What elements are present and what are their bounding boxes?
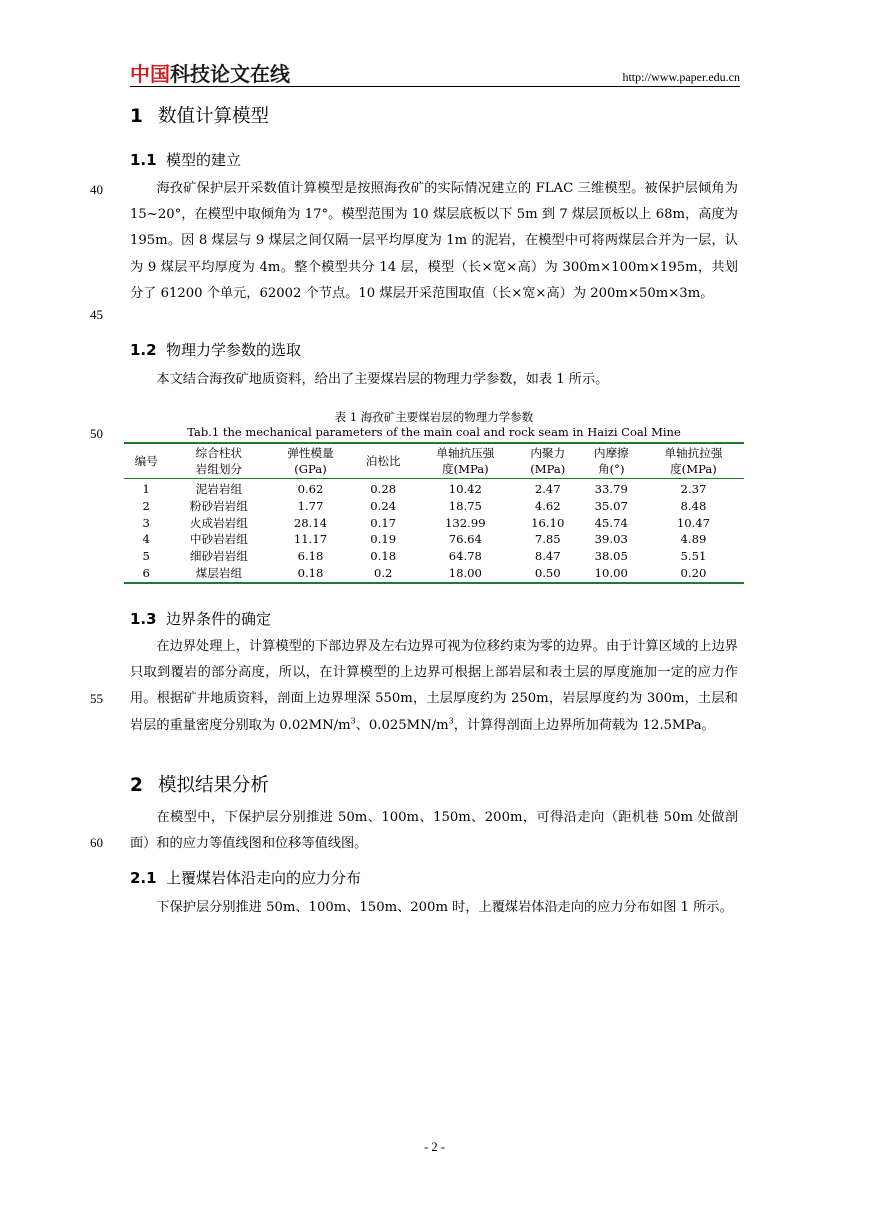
line-number: 40 xyxy=(90,182,103,197)
table-cell: 4.62 xyxy=(534,498,561,513)
table-cell: 0.28 xyxy=(370,482,397,496)
line-number: 45 xyxy=(90,307,103,322)
table-cell: 0.2 xyxy=(373,565,393,580)
paragraph-parameters: 本文结合海孜矿地质资料，给出了主要煤岩层的物理力学参数，如表 1 所示。 xyxy=(156,372,609,387)
paragraph-results: 在模型中，下保护层分别推进 50m、100m、150m、200m，可得沿走向（距机巷 50m 处做剖面）和的应力等值线图和位移等值线图。 xyxy=(130,810,738,852)
table-cell: 10.42 xyxy=(448,482,482,496)
table-cell: 4 xyxy=(142,532,150,547)
table-cell: 0.18 xyxy=(370,549,397,564)
table-cell: 中砂岩岩组 xyxy=(189,532,248,547)
section-1-2-heading xyxy=(130,339,301,361)
table-cell: 10.00 xyxy=(594,565,628,580)
table-cell: 8.47 xyxy=(534,549,561,564)
section-number: 1.1 xyxy=(130,151,157,169)
table-cell: 64.78 xyxy=(448,549,482,564)
paragraph-boundary: 在边界处理上，计算模型的下部边界及左右边界可视为位移约束为零的边界。由于计算区域的上边界只取到覆岩的部分高度，所以，在计算模型的上边界可根据上部岩层和表土层的厚度施加一定的应力作用。根据矿井地质资料，剖面上边界埋深 550m，土层厚度约为 250m，岩层厚度约为 300m，土层和岩层的重量密度分别取为 $0.02MN/m^3$、$0.025MN/m^3$，计算得剖面上边界所加荷载为 12.5MPa。 xyxy=(130,639,738,733)
table-cell: 6.18 xyxy=(297,549,324,564)
page-number: - 2 - xyxy=(424,1140,445,1154)
table-cell: 11.17 xyxy=(293,532,328,547)
table-cell: 132.99 xyxy=(445,515,486,530)
table-header-row xyxy=(124,443,744,479)
table-cell: 火成岩岩组 xyxy=(189,515,248,530)
header-poisson-ratio: 泊松比 xyxy=(352,443,415,479)
table-cell: 7.85 xyxy=(534,532,561,547)
logo-red-text: 中国 xyxy=(130,62,170,86)
table-cell: 5 xyxy=(142,549,150,564)
section-number: 1.3 xyxy=(130,610,157,628)
table-cell: 4.89 xyxy=(680,532,707,547)
table-cell: 39.03 xyxy=(594,532,628,547)
section-title: 物理力学参数的选取 xyxy=(166,341,302,359)
table-cell: 10.47 xyxy=(676,515,711,530)
section-title: 上覆煤岩体沿走向的应力分布 xyxy=(166,869,362,887)
section-2-1-heading xyxy=(130,867,361,889)
table-cell: 0.24 xyxy=(370,498,397,513)
header-elastic-modulus: 弹性模量 (GPa) xyxy=(269,443,351,479)
table-cell: 8.48 xyxy=(680,498,707,513)
table-cell: 5.51 xyxy=(680,549,707,564)
table-caption-cn: 表 1 海孜矿主要煤岩层的物理力学参数 xyxy=(334,410,534,424)
line-number: 55 xyxy=(90,691,103,706)
section-number: 2.1 xyxy=(130,869,157,887)
table-cell: 0.50 xyxy=(534,565,561,580)
table-cell: 0.18 xyxy=(297,565,324,580)
table-cell: 0.17 xyxy=(370,515,397,530)
header-friction-angle: 内摩擦 角(°) xyxy=(580,443,643,479)
table-cell: 18.75 xyxy=(448,498,482,513)
table-cell: 28.14 xyxy=(293,515,328,530)
table-cell: 煤层岩组 xyxy=(195,565,243,580)
table-cell: 1.77 xyxy=(297,498,324,513)
table-cell: 16.10 xyxy=(531,515,565,530)
table-cell: 细砂岩岩组 xyxy=(189,549,248,564)
table-caption-en: Tab.1 the mechanical parameters of the main coal and rock seam in Haizi Coal Mine xyxy=(187,425,681,439)
section-2-heading xyxy=(130,773,269,799)
section-1-1-heading xyxy=(130,149,241,171)
header-url[interactable]: http://www.paper.edu.cn xyxy=(622,70,740,84)
header-rock-group: 综合柱状 岩组划分 xyxy=(168,443,269,479)
section-title: 模拟结果分析 xyxy=(158,775,270,796)
header-tensile-strength: 单轴抗拉强 度(MPa) xyxy=(643,443,744,479)
line-number: 60 xyxy=(90,835,103,850)
table-row xyxy=(124,531,744,548)
table-row xyxy=(124,515,744,532)
logo-dark-text: 科技论文在线 xyxy=(170,62,290,86)
table-row xyxy=(124,548,744,565)
table-cell: 粉砂岩岩组 xyxy=(189,498,248,513)
table-row xyxy=(124,479,744,498)
paragraph-stress-distribution: 下保护层分别推进 50m、100m、150m、200m 时，上覆煤岩体沿走向的应力分布如图 1 所示。 xyxy=(156,900,733,915)
paragraph-model-setup: 海孜矿保护层开采数值计算模型是按照海孜矿的实际情况建立的 FLAC 三维模型。被保护层倾角为 15~20°，在模型中取倾角为 17°。模型范围为 10 煤层底板以下 5m 到 7 煤层顶板以上 68m，高度为 195m。因 8 煤层与 9 煤层之间仅隔一层平均厚度为 1m 的泥岩，在模型中可将两煤层合并为一层，认为 9 煤层平均厚度为 4m。整个模型共分 14 层，模型（长×宽×高）为 300m×100m×195m，共划分了 61200 个单元，62002 个节点。10 煤层开采范围取值（长×宽×高）为 200m×50m×3m。 xyxy=(130,181,738,301)
section-1-heading xyxy=(130,104,269,130)
parameters-table xyxy=(124,442,744,584)
header-id: 编号 xyxy=(124,443,168,479)
table-cell: 35.07 xyxy=(594,498,628,513)
table-cell: 2.37 xyxy=(680,482,707,496)
section-title: 数值计算模型 xyxy=(158,106,270,127)
section-number: 2 xyxy=(130,775,143,796)
table-cell: 1 xyxy=(142,482,150,496)
table-cell: 0.19 xyxy=(370,532,397,547)
section-number: 1.2 xyxy=(130,341,157,359)
table-cell: 2 xyxy=(142,498,150,513)
table-cell: 76.64 xyxy=(448,532,482,547)
section-1-3-heading xyxy=(130,608,271,630)
table-cell: 0.20 xyxy=(680,565,707,580)
table-cell: 0.62 xyxy=(297,482,324,496)
table-row xyxy=(124,565,744,583)
table-row xyxy=(124,498,744,515)
journal-logo xyxy=(130,62,290,86)
page-header xyxy=(130,62,740,87)
header-cohesion: 内聚力 (MPa) xyxy=(516,443,580,479)
section-number: 1 xyxy=(130,106,143,127)
table-cell: 45.74 xyxy=(594,515,628,530)
table-cell: 6 xyxy=(142,565,150,580)
line-number: 50 xyxy=(90,426,103,441)
header-compressive-strength: 单轴抗压强 度(MPa) xyxy=(415,443,516,479)
table-cell: 18.00 xyxy=(448,565,482,580)
table-cell: 3 xyxy=(142,515,150,530)
table-cell: 33.79 xyxy=(594,482,628,496)
section-title: 模型的建立 xyxy=(166,151,242,169)
table-cell: 2.47 xyxy=(534,482,561,496)
table-cell: 泥岩岩组 xyxy=(195,482,243,496)
table-cell: 38.05 xyxy=(594,549,628,564)
section-title: 边界条件的确定 xyxy=(166,610,272,628)
